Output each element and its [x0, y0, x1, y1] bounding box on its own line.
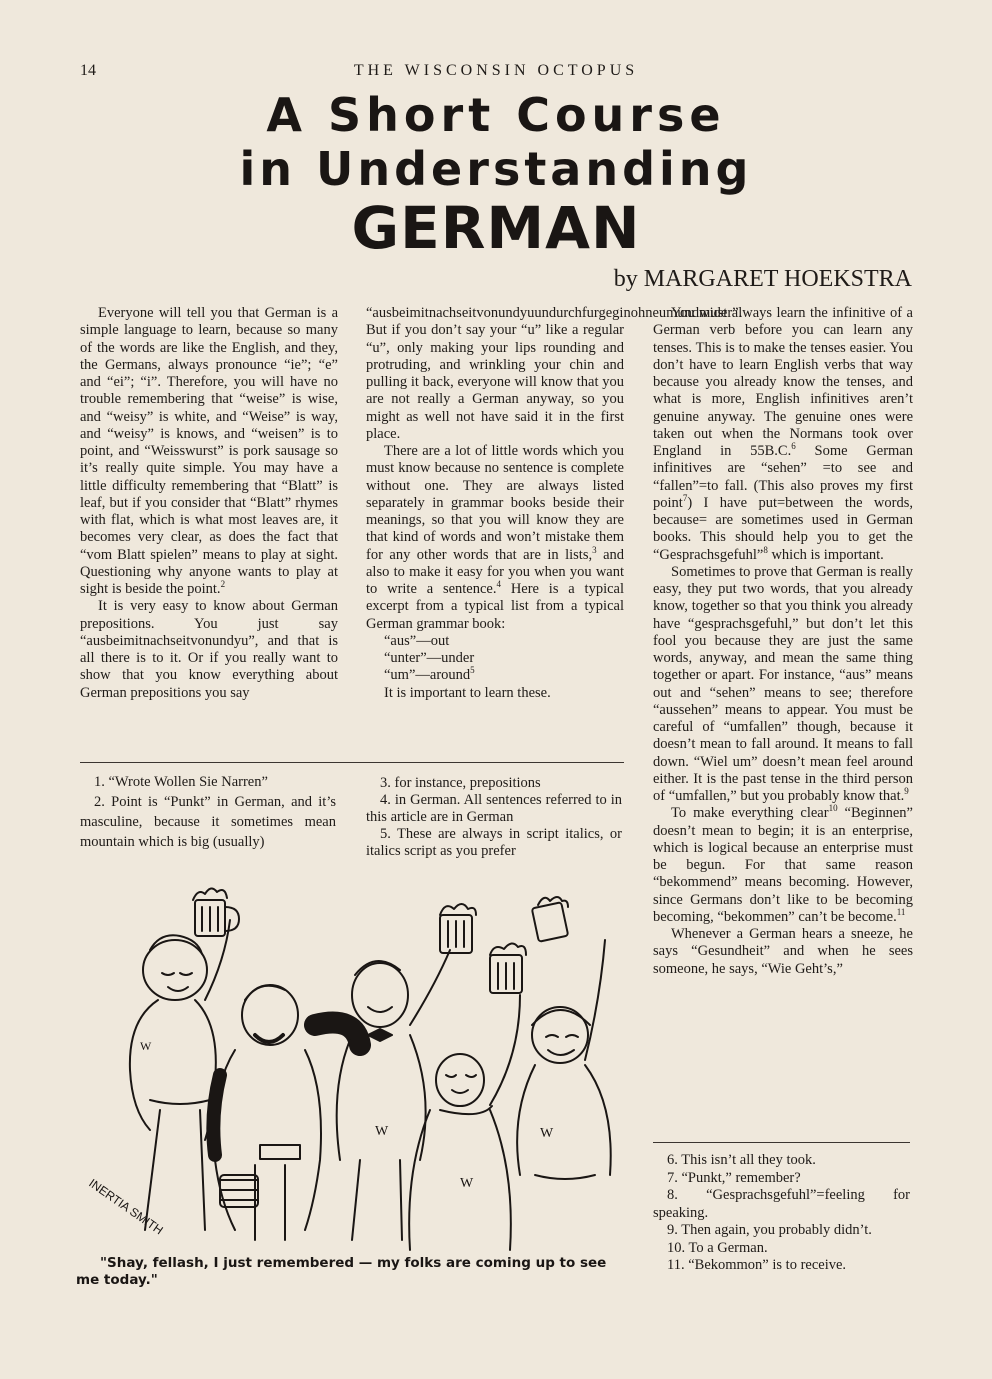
footnote: 2. Point is “Punkt” in German, and it’s masculine, because it sometimes mean mountain which is big (usually) [80, 794, 336, 850]
text-column-3 [653, 305, 913, 978]
paragraph: There are a lot of little words which you must know because no sentence is complete without one. They are always listed separately in grammar books beside their meanings, so that you will know they are that kind of words and won’t mistake them for any other words that are in lists,$^3$ and also to make it easy for you when you want to write a sentence.$^4$ Here is a typical excerpt from a typical list from a typical German grammar book: [366, 443, 625, 632]
svg-text:W: W [375, 1124, 389, 1139]
running-head: THE WISCONSIN OCTOPUS [353, 62, 639, 79]
text-column-1 [80, 305, 338, 702]
footnote: 5. These are always in script italics, or italics script as you prefer [366, 826, 622, 859]
figure-left-with-mug [130, 888, 239, 1230]
article-title-line-2: in Understanding [239, 142, 753, 196]
figure-bow-tie [315, 904, 476, 1240]
svg-text:W: W [460, 1176, 474, 1191]
footnotes-right [653, 1152, 910, 1275]
paragraph: Whenever a German hears a sneeze, he says “Gesundheit” and when he sees someone, he says, “Wie Geht’s,” [653, 926, 913, 977]
paragraph: It is important to learn these. [384, 684, 551, 701]
page-number: 14 [80, 62, 96, 79]
footnote-divider [80, 762, 624, 763]
list-item: “aus”—out [384, 632, 450, 649]
svg-text:W: W [540, 1126, 554, 1141]
paragraph: To make everything clear$^{10}$ “Beginnen” doesn’t mean to begin; it is an enterprise, which is logical because an enterprise must be begun. For that same reason “bekommend” means becoming. However, since Germans don’t like to be becoming becoming, “bekommen” can’t be become.$^{11}$ [653, 803, 913, 925]
footnote: 11. “Bekommon” is to receive. [667, 1257, 847, 1273]
paragraph: Sometimes to prove that German is really easy, they put two words, that you already know, together so that you think you already have “gesprachsgefuhl,” but don’t let this fool you because they are just the same words, anyway, and mean the same thing together or apart. For instance, “aus” means out and “sehen” means to see; therefore “aussehen” means to appear. You must be careful of “umfallen” though, because it doesn’t mean to fall around. It means to fall down. “Wiel um” doesn’t mean feel around either. It is the past tense in the third person of “umfallen,” but you probably know that.$^9$ [653, 563, 913, 804]
footnote: 8. “Gesprachsgefuhl”=feeling for speaking. [653, 1187, 910, 1221]
list-item: “unter”—under [384, 650, 475, 666]
footnotes-left [80, 772, 336, 852]
footnote: 6. This isn’t all they took. [667, 1152, 816, 1168]
article-title-line-3: GERMAN [351, 194, 641, 262]
cartoon-illustration [80, 875, 625, 1255]
figure-right-smiling [517, 897, 611, 1179]
footnote: 10. To a German. [667, 1239, 768, 1256]
cartoon-caption: "Shay, fellash, I just remembered — my folks are coming up to see me today." [76, 1255, 607, 1288]
paragraph: It is very easy to know about German prepositions. You just say “ausbeimitnachseitvonundyu”, and that is all there is to it. Or if you really want to show that you know everything about German prepositions you say [80, 598, 338, 701]
footnote: 9. Then again, you probably didn’t. [667, 1222, 872, 1238]
paragraph: Everyone will tell you that German is a simple language to learn, because so many of the words are like the English, and they, the Germans, always pronounce “ie”; “e” and “ei”; “i”. Therefore, you will have no trouble remembering that “weise” is wise, and “weisy” is white, and “Weise” is way, and “weisy” is knows, and “weisen” is to point, and “Weisswurst” is pork sausage so it’s really quite simple. You may have a little difficulty remembering that “Blatt” is leaf, but if you consider that “Blatt” rhymes with flat, which is what most leaves are, it becomes very clear, as does the fact that “vom Blatt spielen” means to play at sight. Questioning why anyone wants to play at sight is beside the point.$^2$ [80, 305, 338, 597]
text-column-2 [366, 305, 743, 702]
svg-text:W: W [140, 1039, 152, 1053]
footnote-divider [653, 1142, 910, 1143]
list-item: “um”—around$^5$ [384, 665, 475, 684]
footnote: 7. “Punkt,” remember? [667, 1169, 801, 1186]
footnote: 3. for instance, prepositions [380, 775, 541, 791]
figure-centre-raising [409, 943, 526, 1250]
paragraph: You must always learn the infinitive of a German verb before you can learn any tenses. This is to make the tenses easier. You don’t have to learn English verbs that way because you already know the tenses, and what is more, English infinitives aren’t genuine anyway. The genuine ones were taken out when the Normans took over England in 55B.C.$^6$ Some German infinitives are “sehen” =to see and “fallen”=to fall. (This also proves my first point$^7$) I have put=between the words, because= are sometimes used in German books. This should help you to get the “Gesprachsgefuhl”$^8$ which is important. [653, 305, 913, 563]
artist-signature: INERTIA SMITH [86, 1175, 166, 1238]
paragraph: “ausbeimitnachseitvonundyuundurchfurgeginohneumundwider”. But if you don’t say your “u” like a regular “u”, only making your lips rounding and protruding, and wrinkling your chin and pulling it back, everyone will know that you are not really a German anyway, so you might as well not have said it in the first place. [366, 305, 743, 442]
footnotes-middle [366, 775, 622, 860]
footnote: 4. in German. All sentences referred to in this article are in German [366, 792, 622, 825]
article-title-line-1: A Short Course [266, 88, 726, 142]
footnote: 1. “Wrote Wollen Sie Narren” [94, 774, 268, 790]
byline: by MARGARET HOEKSTRA [613, 266, 912, 292]
